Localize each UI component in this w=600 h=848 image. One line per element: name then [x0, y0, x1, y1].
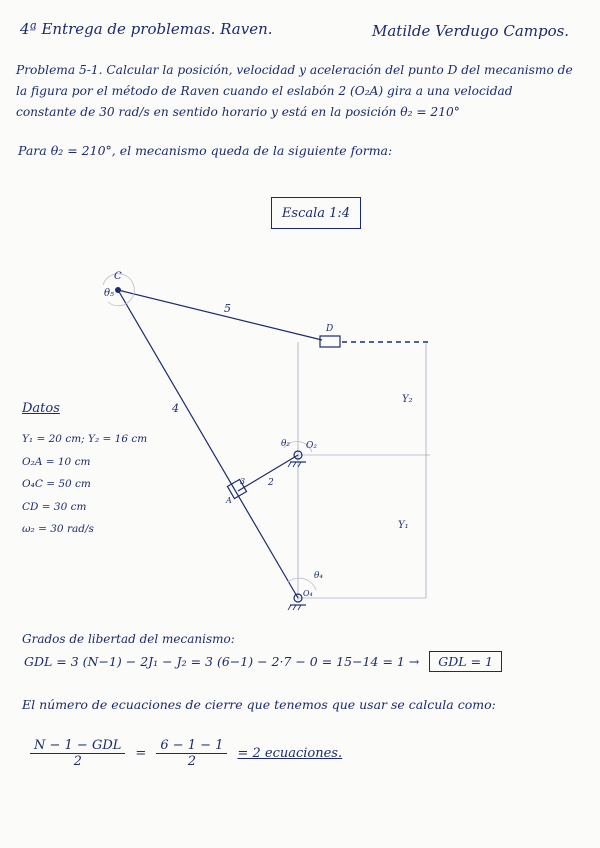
label-theta2: θ₂: [281, 439, 291, 449]
datos-title: Datos: [22, 401, 60, 416]
fraction-general: [30, 738, 125, 769]
datos-item: Y₁ = 20 cm; Y₂ = 16 cm: [22, 433, 148, 445]
datos-item: CD = 30 cm: [22, 500, 87, 513]
datos-item: O₂A = 10 cm: [22, 455, 91, 468]
label-y1: Y₁: [398, 520, 409, 531]
label-a: A: [226, 496, 232, 505]
label-link-2: 2: [268, 478, 274, 488]
fraction-numerator: N − 1 − GDL: [30, 738, 125, 754]
gdl-equation-text: GDL = 3 (N−1) − 2J₁ − J₂ = 3 (6−1) − 2·7 − 0 = 15−14 = 1 →: [24, 654, 420, 669]
label-link-5: 5: [224, 302, 231, 315]
fraction-values: [156, 738, 227, 769]
closure-equations-text: El número de ecuaciones de cierre que tenemos que usar se calcula como:: [22, 697, 496, 712]
slider-d: [320, 336, 340, 347]
problem-statement: Problema 5-1. Calcular la posición, velocidad y aceleración del punto D del mecanismo de la figura por el método de Raven cuando el eslabón 2 (O₂A) gira a una velocidad constante de 30 rad/s en sentido horario y está en la posición θ₂ = 210°: [16, 63, 573, 119]
page-title: 4ª Entrega de problemas. Raven.: [20, 20, 273, 38]
label-d: D: [326, 324, 334, 334]
datos-item: ω₂ = 30 rad/s: [22, 523, 94, 535]
label-o4: O₄: [303, 589, 313, 598]
figure-intro: Para θ₂ = 210°, el mecanismo queda de la siguiente forma:: [18, 143, 393, 158]
author-name: Matilde Verdugo Campos.: [372, 22, 570, 40]
gdl-title: Grados de libertad del mecanismo:: [22, 632, 235, 646]
label-o2: O₂: [306, 441, 317, 451]
fraction-denominator: 2: [187, 754, 197, 769]
datos-item: O₄C = 50 cm: [22, 478, 91, 490]
label-c: C: [114, 271, 122, 282]
label-y2: Y₂: [402, 394, 413, 405]
closure-result: = 2 ecuaciones.: [237, 746, 343, 761]
label-theta4: θ₄: [314, 571, 324, 581]
fraction-numerator: 6 − 1 − 1: [156, 738, 227, 754]
closure-formula: $\frac{\text{N − 1 − GDL}}{2}$ = $\frac{6 - 1 - 1}{2}$ = 2 ecuaciones.: [30, 738, 342, 769]
joint-c: [115, 287, 121, 293]
link-5: [118, 290, 322, 340]
gdl-result: GDL = 1: [429, 651, 502, 672]
label-link-4: 4: [172, 402, 179, 415]
label-theta5: θ₅: [104, 288, 115, 299]
fraction-denominator: 2: [73, 754, 82, 769]
datos-list: [22, 428, 147, 541]
scale-label: Escala 1:4: [271, 197, 361, 229]
gdl-equation: [24, 654, 502, 669]
label-link-3: 3: [240, 477, 246, 486]
